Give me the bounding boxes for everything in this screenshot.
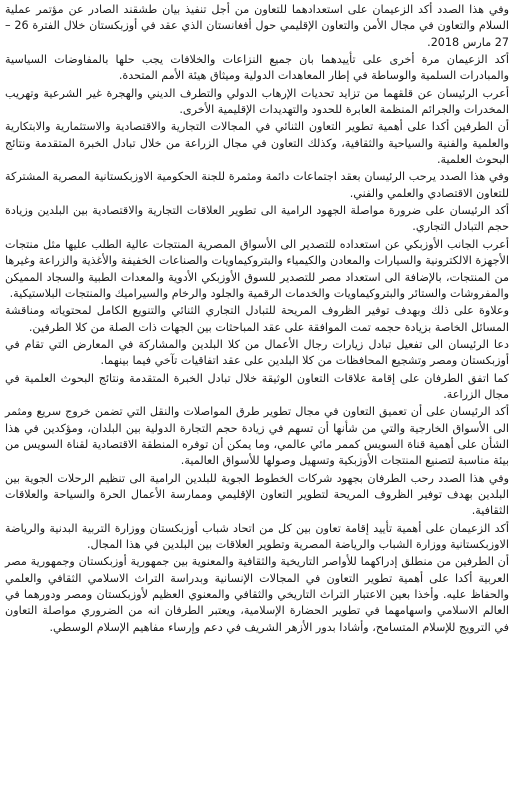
paragraph: أن الطرفين من منطلق إدراكهما للأواصر التاريخية والثقافية والمعنوية بين جمهورية أوزبكستان وجمهورية مصر العربية أكدا على أهمية تطوير التعاون في المجالات الإنسانية وبدراسة التراث الاسلامي الثقافي والعلمي والحفاظ عليه. وأخذا بعين الاعتبار التراث التاريخي والثقافي والمعنوي العظيم لأوزبكستان ومصر ودورهما في العالم الاسلامي واسهامهما في تطوير الحضارة الإسلامية، ويعتبر الطرفان انه من الضروري مواصلة التعاون في الترويج للإسلام المتسامح، وأشادا بدور الأزهر الشريف في دعم وإرساء مفاهيم الإسلام الوسطي. [5, 555, 509, 634]
paragraph: أكد الزعيمان مرة أخرى على تأييدهما بان جميع النزاعات والخلافات يجب حلها بالمفاوضات السياسية والمبادرات السلمية والوساطة في إطار المعاهدات الدولية وميثاق هيئة الأمم المتحدة. [5, 53, 509, 83]
paragraph: أكد الرئيسان على أن تعميق التعاون في مجال تطوير طرق المواصلات والنقل التي تضمن خروج سريع ومثمر الى الأسواق الخارجية والتي من شأنها أن تسهم في زيادة حجم التجارة الدولية بين البلدان، ومؤكدين في هذا الشأن على أهمية قناة السويس كممر مائي عالمي، وما يمكن أن توفره المنطقة الاقتصادية لقناة السويس من بيئة مناسبة لتصنيع المنتجات الأوزبكية وتسهيل وصولها للأسواق العالمية. [5, 405, 509, 468]
paragraph: أعرب الرئيسان عن قلقهما من تزايد تحديات الإرهاب الدولي والتطرف الديني والهجرة غير الشرعية وتهريب المخدرات والجرائم المنظمة العابرة للحدود والتهديدات الإقليمية الأخرى. [5, 86, 509, 117]
paragraph: أعرب الجانب الأوزبكي عن استعداده للتصدير الى الأسواق المصرية المنتجات عالية الطلب عليها مثل منتجات الأجهزة الالكترونية والسيارات والمعادن والكيمياء والبتروكيماويات والصناعات الخفيفة والأغذية والزراعة وغيرها من المنتجات، بالإضافة الى استعداد مصر للتصدير للسوق الأوزبكي الأدوية والمعدات الطبية والسجاد المميكن والمفروشات والستائر والبتروكيماويات والخدمات الرقمية والجلود والرخام والسيراميك والمنتجات البلاستيكية. [5, 237, 509, 300]
paragraph: وفي هذا الصدد أكد الزعيمان على استعدادهما للتعاون من أجل تنفيذ بيان طشقند الصادر عن مؤتمر عملية السلام والتعاون في مجال الأمن والتعاون الإقليمي حول أفغانستان الذي عقد في أوزبكستان خلال الفترة 26 – 27 مارس 2018. [5, 3, 509, 49]
paragraph: دعا الرئيسان الى تفعيل تبادل زيارات رجال الأعمال من كلا البلدين والمشاركة في المعارض التي تقام في أوزبكستان ومصر وتشجيع المحافظات من كلا البلدين على عقد اتفاقيات تآخي فيما بينهما. [5, 337, 509, 368]
paragraph: أن الطرفين أكدا على أهمية تطوير التعاون الثنائي في المجالات التجارية والاقتصادية والاستثمارية والابتكارية والعلمية والفنية والسياحية والثقافية، وكذلك التعاون في مجال الزراعة من خلال تبادل الخبرة المتقدمة ونتائج البحوث العلمية. [5, 120, 509, 167]
paragraph: وعلاوة على ذلك وبهدف توفير الظروف المريحة للتبادل التجاري الثنائي والتنويع الكامل لمحتوياته ومناقشة المسائل الخاصة بزيادة حجمه تمت الموافقة على عقد المباحثات بين الجهات ذات الصلة من كلا الطرفين. [5, 304, 509, 334]
paragraph: كما اتفق الطرفان على إقامة علاقات التعاون الوثيقة خلال تبادل الخبرة المتقدمة ونتائج البحوث العلمية في مجال الزراعة. [5, 371, 509, 401]
paragraph: أكد الزعيمان على أهمية تأييد إقامة تعاون بين كل من اتحاد شباب أوزبكستان ووزارة التربية البدنية والرياضة الاوزبكستانية ووزارة الشباب والرياضة المصرية وتطوير العلاقات بين البلدين في هذا المجال. [5, 521, 509, 551]
paragraph: وفي هذا الصدد رحب الطرفان بجهود شركات الخطوط الجوية للبلدين الرامية الى تنظيم الرحلات الجوية بين البلدين بهدف توفير الظروف المريحة لتطوير التعاون الإقليمي وممارسة الأعمال الحرة والسياحة والعلاقات الثقافية. [5, 471, 509, 518]
paragraph: أكد الرئيسان على ضرورة مواصلة الجهود الرامية الى تطوير العلاقات التجارية والاقتصادية بين البلدين وزيادة حجم التبادل التجاري. [5, 204, 509, 234]
paragraph: وفي هذا الصدد يرحب الرئيسان بعقد اجتماعات دائمة ومثمرة للجنة الحكومية الاوزبكستانية المصرية المشتركة للتعاون الاقتصادي والعلمي والفني. [5, 170, 509, 200]
